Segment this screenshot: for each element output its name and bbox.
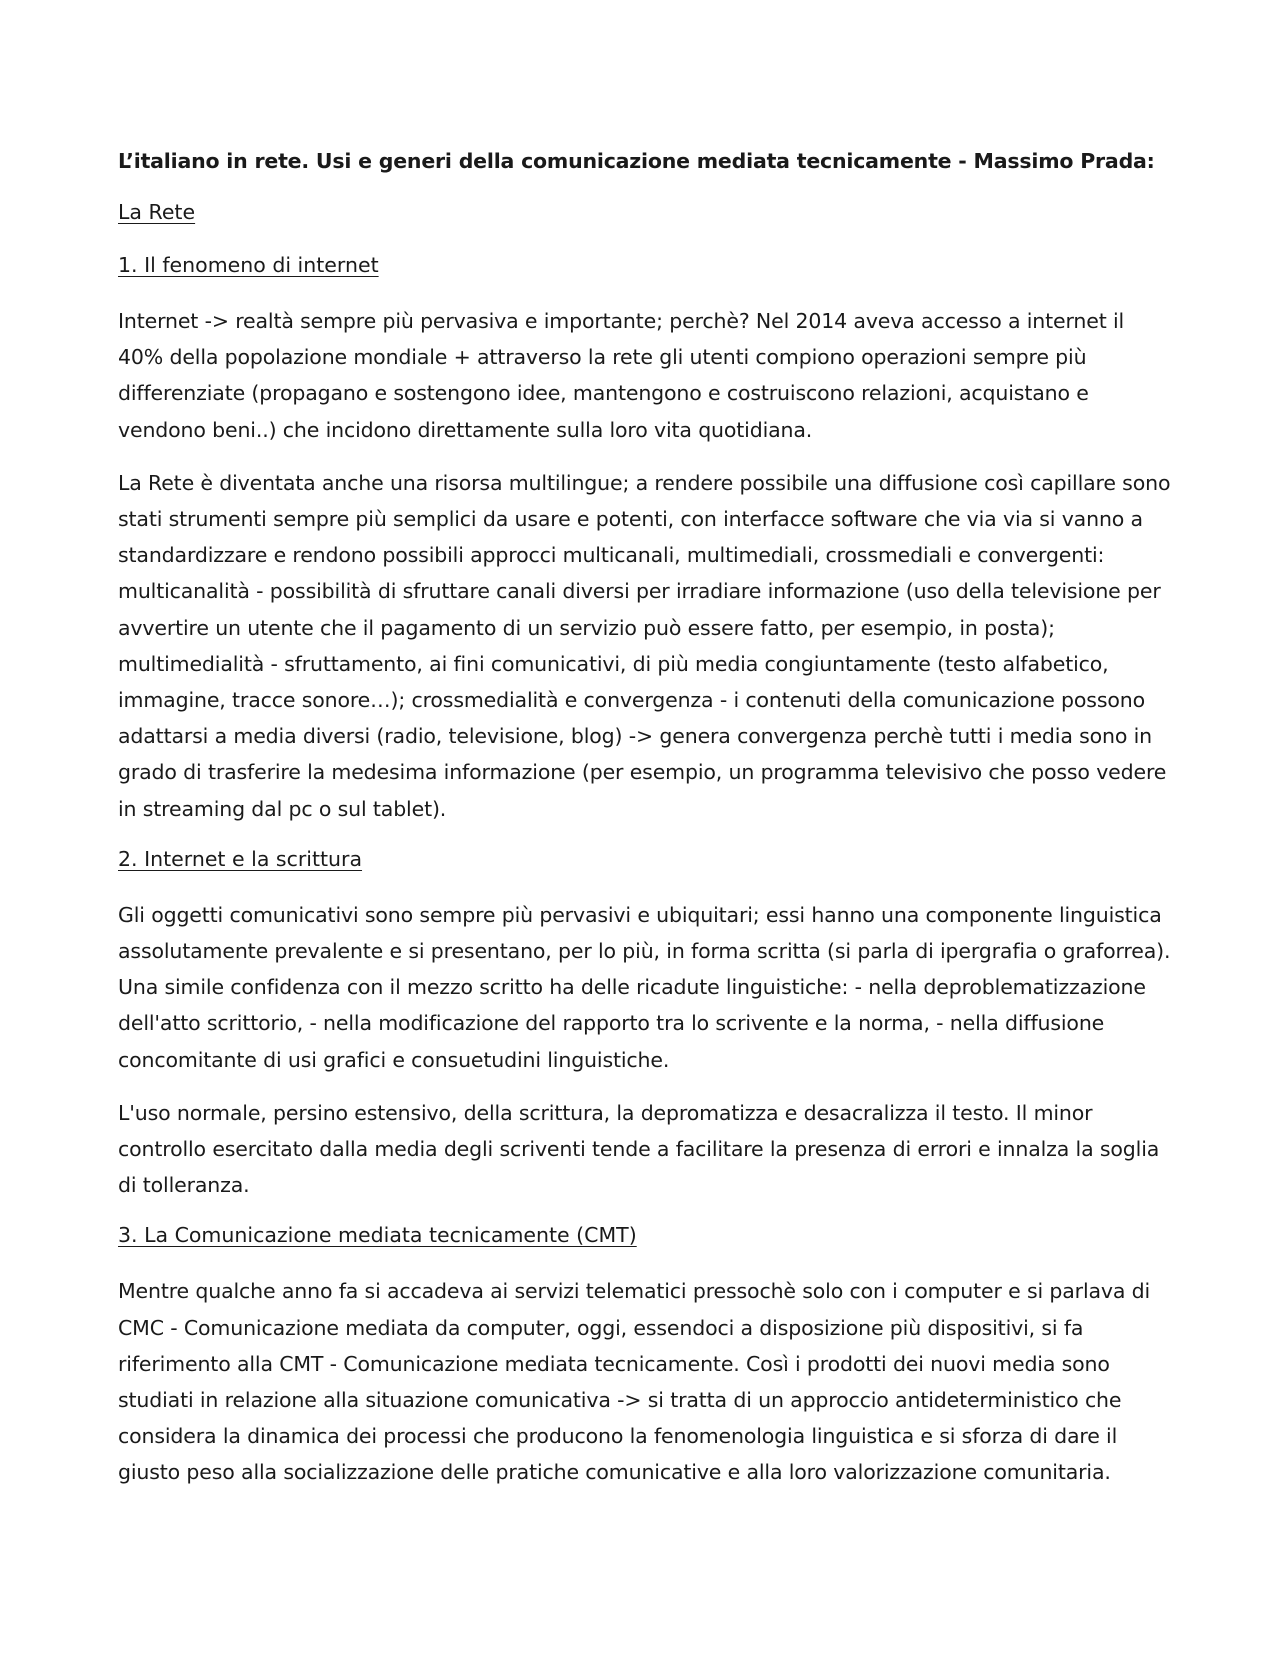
part-heading: La Rete bbox=[118, 200, 196, 224]
section-heading-2: 2. Internet e la scrittura bbox=[118, 846, 363, 871]
paragraph-1-2: La Rete è diventata anche una risorsa multilingue; a rendere possibile una diffusione così capillare sono stati strumenti sempre più semplici da usare e potenti, con interfacce software che via via si vanno a standardizzare e rendono possibili approcci multicanali, multimediali, crossmediali e convergenti: multicanalità - possibilità di sfruttare canali diversi per irradiare informazione (uso della televisione per avvertire un utente che il pagamento di un servizio può essere fatto, per esempio, in posta); multimedialità - sfruttamento, ai fini comunicativi, di più media congiuntamente (testo alfabetico, immagine, tracce sonore…); crossmedialità e convergenza - i contenuti della comunicazione possono adattarsi a media diversi (radio, televisione, blog) -> genera convergenza perchè tutti i media sono in grado di trasferire la medesima informazione (per esempio, un programma televisivo che posso vedere in streaming dal pc o sul tablet). bbox=[118, 470, 1171, 821]
paragraph-1-1: Internet -> realtà sempre più pervasiva e importante; perchè? Nel 2014 aveva accesso a internet il 40% della popolazione mondiale + attraverso la rete gli utenti compiono operazioni sempre più differenziate (propagano e sostengono idee, mantengono e costruiscono relazioni, acquistano e vendono beni..) che incidono direttamente sulla loro vita quotidiana. bbox=[118, 309, 1125, 442]
document-page bbox=[118, 146, 1174, 1508]
paragraph-2-1: Gli oggetti comunicativi sono sempre più pervasivi e ubiquitari; essi hanno una componente linguistica assolutamente prevalente e si presentano, per lo più, in forma scritta (si parla di ipergrafia o graforrea). Una simile confidenza con il mezzo scritto ha delle ricadute linguistiche: - nella deproblematizzazione dell'atto scrittorio, - nella modificazione del rapporto tra lo scrivente e la norma, - nella diffusione concomitante di usi grafici e consuetudini linguistiche. bbox=[118, 902, 1171, 1072]
document-title: L’italiano in rete. Usi e generi della comunicazione mediata tecnicamente - Massimo Prada: bbox=[118, 149, 1155, 173]
section-heading-1: 1. Il fenomeno di internet bbox=[118, 253, 379, 277]
paragraph-2-2: L'uso normale, persino estensivo, della scrittura, la depromatizza e desacralizza il testo. Il minor controllo esercitato dalla media degli scriventi tende a facilitare la presenza di errori e innalza la soglia di tolleranza. bbox=[118, 1100, 1160, 1198]
section-heading-3: 3. La Comunicazione mediata tecnicamente (CMT) bbox=[118, 1223, 637, 1248]
paragraph-3-1: Mentre qualche anno fa si accadeva ai servizi telematici pressochè solo con i computer e si parlava di CMC - Comunicazione mediata da computer, oggi, essendoci a disposizione più dispositivi, si fa riferimento alla CMT - Comunicazione mediata tecnicamente. Così i prodotti dei nuovi media sono studiati in relazione alla situazione comunicativa -> si tratta di un approccio antideterministico che considera la dinamica dei processi che producono la fenomenologia linguistica e si sforza di dare il giusto peso alla socializzazione delle pratiche comunicative e alla loro valorizzazione comunitaria. bbox=[118, 1279, 1151, 1485]
